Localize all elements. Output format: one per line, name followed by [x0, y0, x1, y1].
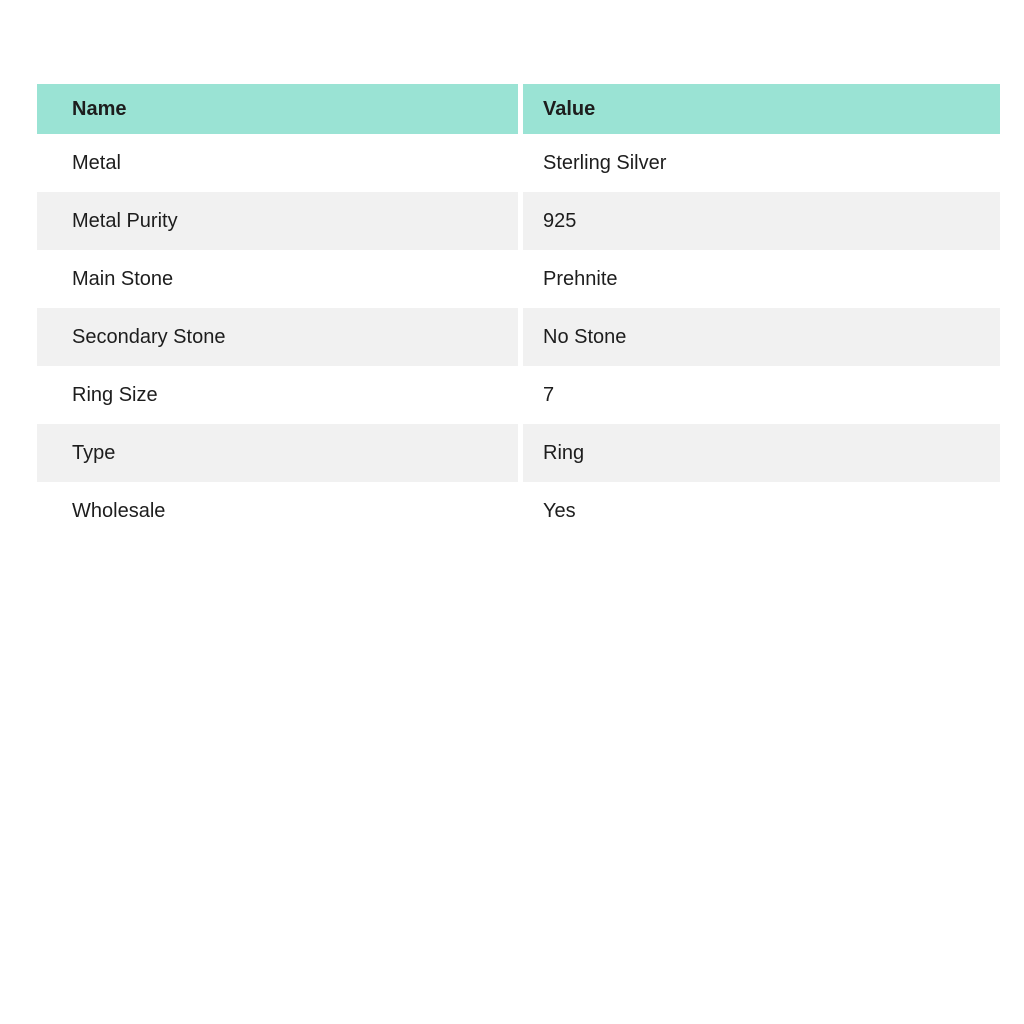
table-row [37, 134, 1000, 192]
attribute-name: Metal [37, 134, 523, 192]
column-header-name: Name [37, 84, 523, 134]
attribute-name: Secondary Stone [37, 308, 523, 366]
attribute-name: Type [37, 424, 523, 482]
column-header-value: Value [523, 84, 1000, 134]
table-header-row [37, 84, 1000, 134]
table-row [37, 424, 1000, 482]
attribute-value: Sterling Silver [523, 134, 1000, 192]
attribute-value: Ring [523, 424, 1000, 482]
attribute-value: Prehnite [523, 250, 1000, 308]
attribute-name: Main Stone [37, 250, 523, 308]
attribute-value: 7 [523, 366, 1000, 424]
product-spec-table [37, 84, 1000, 540]
attribute-value: No Stone [523, 308, 1000, 366]
table-row [37, 250, 1000, 308]
table-row [37, 192, 1000, 250]
table-row [37, 308, 1000, 366]
attribute-value: 925 [523, 192, 1000, 250]
attribute-name: Metal Purity [37, 192, 523, 250]
attribute-name: Ring Size [37, 366, 523, 424]
attribute-name: Wholesale [37, 482, 523, 540]
table-row [37, 366, 1000, 424]
attribute-value: Yes [523, 482, 1000, 540]
table-row [37, 482, 1000, 540]
